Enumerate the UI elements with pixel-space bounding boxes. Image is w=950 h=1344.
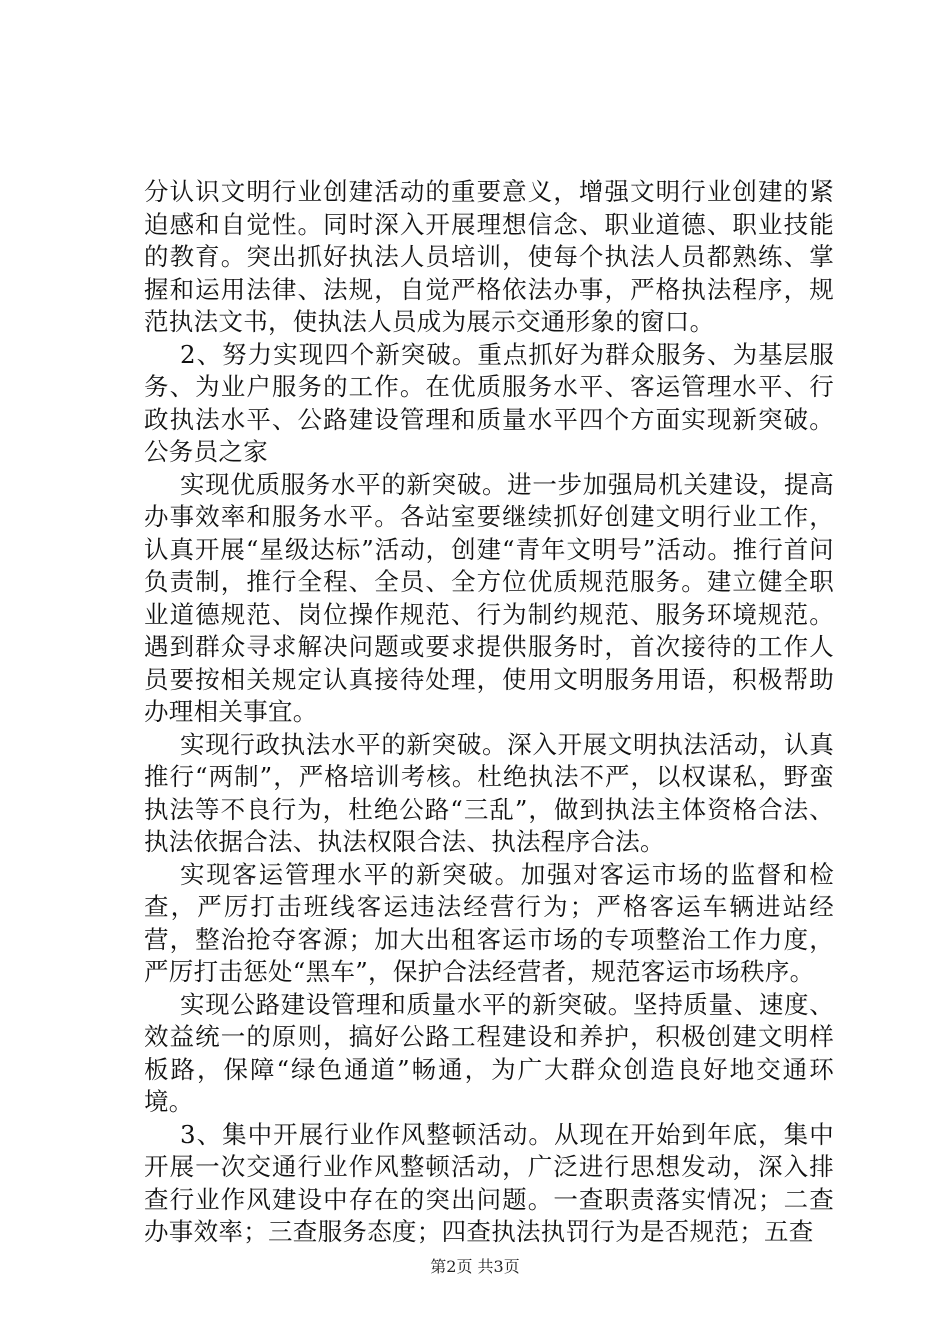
paragraph-road-construction-breakthrough: 实现公路建设管理和质量水平的新突破。坚持质量、速度、效益统一的原则，搞好公路工程建设和养护，积极创建文明样板路，保障“绿色通道”畅通，为广大群众创造良好地交通环境。 (144, 989, 834, 1116)
paragraph-section-3: 3、集中开展行业作风整顿活动。从现在开始到年底，集中开展一次交通行业作风整顿活动，广泛进行思想发动，深入排查行业作风建设中存在的突出问题。一查职责落实情况；二查办事效率；三查服务态度；四查执法执罚行为是否规范；五查 (144, 1119, 834, 1246)
paragraph-section-2: 2、努力实现四个新突破。重点抓好为群众服务、为基层服务、为业户服务的工作。在优质服务水平、客运管理水平、行政执法水平、公路建设管理和质量水平四个方面实现新突破。公务员之家 (144, 339, 834, 466)
paragraph-continued: 分认识文明行业创建活动的重要意义，增强文明行业创建的紧迫感和自觉性。同时深入开展理想信念、职业道德、职业技能的教育。突出抓好执法人员培训，使每个执法人员都熟练、掌握和运用法律、法规，自觉严格依法办事，严格执法程序，规范执法文书，使执法人员成为展示交通形象的窗口。 (144, 177, 834, 336)
document-body (144, 176, 834, 1249)
paragraph-law-enforcement-breakthrough: 实现行政执法水平的新突破。深入开展文明执法活动，认真推行“两制”，严格培训考核。杜绝执法不严，以权谋私，野蛮执法等不良行为，杜绝公路“三乱”，做到执法主体资格合法、执法依据合法、执法权限合法、执法程序合法。 (144, 729, 834, 856)
paragraph-service-breakthrough: 实现优质服务水平的新突破。进一步加强局机关建设，提高办事效率和服务水平。各站室要继续抓好创建文明行业工作，认真开展“星级达标”活动，创建“青年文明号”活动。推行首问负责制，推行全程、全员、全方位优质规范服务。建立健全职业道德规范、岗位操作规范、行为制约规范、服务环境规范。遇到群众寻求解决问题或要求提供服务时，首次接待的工作人员要按相关规定认真接待处理，使用文明服务用语，积极帮助办理相关事宜。 (144, 469, 834, 726)
paragraph-passenger-transport-breakthrough: 实现客运管理水平的新突破。加强对客运市场的监督和检查，严厉打击班线客运违法经营行为；严格客运车辆进站经营，整治抢夺客源；加大出租客运市场的专项整治工作力度，严厉打击惩处“黑车”，保护合法经营者，规范客运市场秩序。 (144, 859, 834, 986)
page-number-footer: 第2页 共3页 (430, 1257, 520, 1276)
